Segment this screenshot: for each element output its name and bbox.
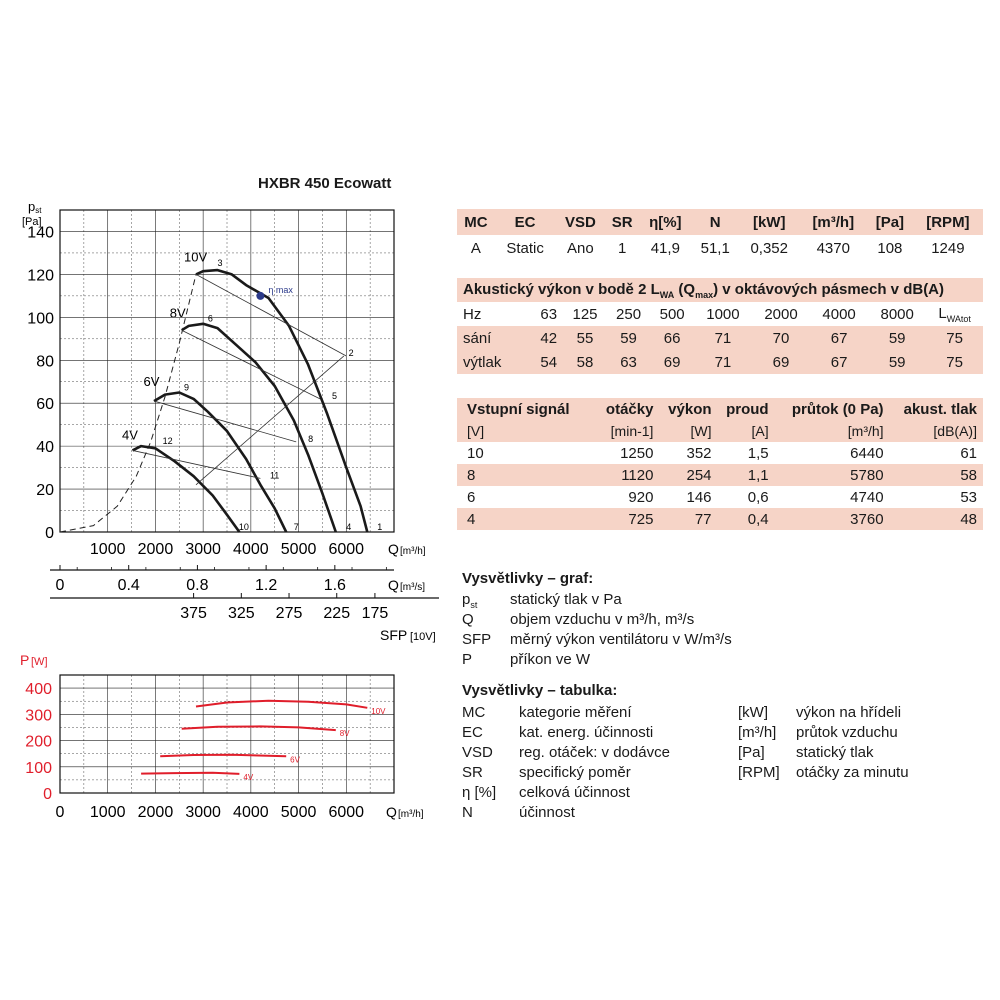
y-tick-label: 60	[36, 396, 54, 414]
signal-cell: 1120	[596, 464, 659, 486]
power-curve-8V	[182, 726, 336, 730]
table-cell: A	[470, 239, 481, 257]
legend-key: SFP	[462, 631, 492, 648]
fan-curve-8V	[182, 324, 336, 532]
signal-cell: 1,5	[747, 444, 769, 462]
table-header-cell: [Pa]	[867, 209, 913, 235]
point-number: 3	[217, 257, 223, 268]
x-tick-label: 2000	[137, 804, 174, 821]
x-axis-unit: [m³/h]	[398, 809, 424, 820]
legend-key: MC	[462, 704, 486, 721]
legend-item	[738, 764, 988, 784]
frequency-cell: 125	[572, 305, 598, 323]
signal-cell: 53	[960, 488, 977, 506]
legend-key: EC	[462, 724, 483, 741]
signal-cell: 0,4	[718, 508, 775, 530]
acoustic-value: 42	[534, 326, 563, 350]
table-cell: 108	[877, 239, 903, 257]
legend-text: kat. energ. účinnosti	[519, 724, 654, 741]
x-axis-label: Q	[388, 541, 399, 557]
acoustic-value: 59	[607, 326, 651, 350]
sfp-axis-tick-label: 225	[323, 605, 351, 622]
power-curve-label-8V: 8V	[339, 729, 350, 739]
point-number: 4	[346, 521, 352, 532]
x-axis-unit: [m³/h]	[400, 546, 426, 557]
point-number: 12	[162, 435, 173, 446]
x-tick-label: 6000	[328, 804, 365, 821]
table-cell: 1	[618, 239, 627, 257]
y-tick-label: 100	[25, 759, 52, 777]
table-header-cell: SR	[605, 209, 639, 235]
signal-table	[457, 398, 983, 530]
frequency-cell: 500	[659, 305, 685, 323]
secondary-axis-tick-label: 1.6	[323, 577, 346, 594]
legend-text: měrný výkon ventilátoru v W/m³/s	[510, 631, 732, 648]
x-tick-label: 3000	[185, 804, 221, 821]
y-tick-label: 100	[27, 310, 54, 328]
signal-row	[457, 442, 983, 464]
legend-key: [m³/h]	[738, 724, 777, 741]
legend-text: statický tlak v Pa	[510, 591, 622, 608]
signal-cell: 352	[686, 444, 712, 462]
y-tick-label: 0	[45, 525, 54, 542]
total-label-sub: WAtot	[946, 313, 971, 324]
secondary-axis-tick-label: 0	[55, 577, 65, 594]
signal-cell: 4	[457, 508, 596, 530]
y-tick-label: 40	[36, 439, 54, 457]
legend-text: účinnost	[519, 804, 575, 821]
table-header-cell: MC	[457, 209, 495, 235]
legend-key: N	[462, 804, 473, 821]
legend-key-sub: st	[470, 600, 478, 610]
y-tick-label: 200	[25, 733, 52, 751]
main-parameters-table	[457, 209, 983, 261]
curve-label-6V: 6V	[143, 374, 160, 390]
legend-item	[738, 724, 988, 744]
table-cell: Static	[506, 239, 544, 257]
eta-max-point	[256, 292, 264, 300]
y-axis-label: P	[20, 652, 30, 668]
signal-unit-cell: [A]	[718, 420, 775, 442]
sfp-axis-unit: [10V]	[410, 631, 436, 643]
total-label: $L_{WAtot}$	[938, 304, 971, 324]
sfp-axis-label: SFP	[380, 627, 408, 643]
legend-item	[462, 631, 982, 651]
signal-header-cell: akust. tlak	[890, 398, 983, 420]
x-tick-label: 3000	[185, 541, 221, 558]
legend-key: Q	[462, 611, 474, 628]
operating-ray	[133, 450, 261, 478]
signal-row	[457, 486, 983, 508]
legend-item	[462, 724, 732, 744]
table-cell: 41,9	[650, 239, 680, 257]
x-tick-label: 1000	[89, 804, 126, 821]
legend-item	[462, 784, 732, 804]
legend-text: otáčky za minutu	[796, 764, 909, 781]
legend-table-title: Vysvětlivky – tabulka:	[462, 682, 618, 699]
x-tick-label: 5000	[280, 804, 317, 821]
table-header-cell: VSD	[555, 209, 605, 235]
acoustic-value: 59	[868, 326, 926, 350]
table-cell: 4370	[816, 239, 850, 257]
hz-label: Hz	[463, 305, 482, 323]
y-tick-label: 120	[27, 267, 54, 285]
legend-text: příkon ve W	[510, 651, 591, 668]
signal-header-cell: proud	[718, 398, 775, 420]
legend-text: celková účinnost	[519, 784, 630, 801]
y-tick-label: 0	[43, 786, 52, 803]
curve-label-8V: 8V	[169, 305, 186, 321]
signal-cell: 61	[960, 444, 977, 462]
y-tick-label: 140	[27, 224, 54, 242]
signal-cell: 10	[467, 444, 484, 462]
signal-header-cell: Vstupní signál	[457, 398, 596, 420]
table-cell: Ano	[567, 239, 594, 257]
power-curve-10V	[196, 701, 367, 708]
table-header-cell: η[%]	[639, 209, 692, 235]
acoustic-value: 70	[752, 326, 810, 350]
acoustic-value: 58	[563, 350, 607, 374]
acoustic-value: 66	[650, 326, 694, 350]
acoustic-value: 75	[926, 326, 983, 350]
legend-text: reg. otáček: v dodávce	[519, 744, 670, 761]
legend-key: [Pa]	[738, 744, 765, 761]
sfp-axis-tick-label: 325	[227, 605, 255, 622]
power-flow-chart	[0, 645, 450, 830]
legend-graph-title: Vysvětlivky – graf:	[462, 570, 594, 587]
y-axis-unit: [Pa]	[22, 216, 42, 228]
power-curve-label-6V: 6V	[290, 755, 300, 765]
signal-cell: 254	[659, 464, 717, 486]
acoustic-value: 63	[607, 350, 651, 374]
legend-item	[738, 744, 988, 764]
point-number: 2	[348, 347, 354, 358]
signal-cell: 920	[628, 488, 654, 506]
acoustic-value: 54	[534, 350, 563, 374]
legend-key: $p_{st}$	[462, 591, 478, 610]
signal-cell: 1,1	[718, 464, 775, 486]
frequency-cell: 1000	[706, 305, 740, 323]
point-number: 9	[184, 382, 190, 393]
acoustic-value: 71	[694, 350, 752, 374]
signal-row	[457, 464, 983, 486]
acoustic-title: Akustický výkon v bodě 2 $L_{WA}$ $(Q_{max})$ v oktávových pásmech v dB(A)	[457, 278, 983, 302]
y-tick-label: 20	[36, 482, 54, 500]
acoustic-value: 69	[650, 350, 694, 374]
legend-item	[462, 591, 982, 611]
legend-text: výkon na hřídeli	[796, 704, 902, 721]
table-header-cell: [m³/h]	[800, 209, 867, 235]
table-header-cell: [kW]	[739, 209, 800, 235]
acoustic-value: 55	[563, 326, 607, 350]
legend-key: P	[462, 651, 473, 668]
y-tick-label: 80	[36, 353, 54, 371]
x-tick-label: 6000	[328, 541, 365, 558]
signal-unit-cell: [dB(A)]	[890, 420, 983, 442]
acoustic-value: 67	[810, 326, 868, 350]
sfp-axis-tick-label: 275	[275, 605, 303, 622]
signal-cell: 8	[457, 464, 596, 486]
legend-key: SR	[462, 764, 483, 781]
acoustic-value: 71	[694, 326, 752, 350]
point-number: 8	[308, 433, 314, 444]
eta-max-label: η max	[268, 284, 293, 295]
frequency-cell: 63	[540, 305, 558, 323]
signal-cell: 5780	[775, 464, 890, 486]
y-tick-label: 400	[25, 681, 52, 699]
acoustic-row-label: výtlak	[457, 350, 534, 374]
x-tick-label: 0	[55, 804, 65, 821]
signal-cell: 58	[890, 464, 983, 486]
chart-title: HXBR 450 Ecowatt	[258, 175, 392, 192]
power-curve-6V	[160, 755, 286, 757]
y-axis-label: pst	[28, 199, 42, 215]
y-tick-label: 300	[25, 707, 52, 725]
signal-cell: 725	[596, 508, 659, 530]
table-header-cell: [RPM]	[913, 209, 983, 235]
legend-item	[462, 804, 732, 824]
legend-key: η [%]	[462, 784, 497, 801]
acoustic-row-label: sání	[457, 326, 534, 350]
signal-unit-cell: [min-1]	[596, 420, 659, 442]
table-header-cell: EC	[495, 209, 556, 235]
legend-text: specifický poměr	[519, 764, 631, 781]
point-number: 1	[377, 521, 383, 532]
table-cell: 51,1	[700, 239, 730, 257]
signal-unit-cell: [V]	[457, 420, 596, 442]
secondary-axis-tick-label: 0.8	[186, 577, 209, 594]
legend-key: [RPM]	[738, 764, 780, 781]
signal-unit-cell: [W]	[659, 420, 717, 442]
signal-cell: 6440	[850, 444, 884, 462]
x-tick-label: 5000	[280, 541, 317, 558]
legend-graph	[462, 570, 982, 671]
secondary-axis-tick-label: 1.2	[255, 577, 278, 594]
signal-cell: 77	[659, 508, 717, 530]
frequency-cell: 2000	[764, 305, 798, 323]
power-curve-label-4V: 4V	[243, 772, 254, 782]
legend-item	[462, 704, 732, 724]
legend-text: objem vzduchu v m³/h, m³/s	[510, 611, 695, 628]
frequency-cell: 250	[616, 305, 642, 323]
legend-item	[462, 764, 732, 784]
point-number: 10	[238, 521, 249, 532]
point-number: 6	[207, 313, 213, 324]
table-header-cell: N	[692, 209, 739, 235]
x-tick-label: 1000	[89, 541, 126, 558]
legend-item	[738, 704, 988, 724]
legend-text: průtok vzduchu	[796, 724, 898, 741]
power-curve-label-10V: 10V	[371, 706, 386, 716]
secondary-axis-label: Q	[388, 577, 399, 593]
pressure-flow-chart	[0, 195, 450, 665]
legend-item	[462, 744, 732, 764]
acoustic-table	[457, 278, 983, 374]
point-number: 11	[269, 470, 280, 481]
sfp-axis-tick-label: 175	[361, 605, 389, 622]
signal-cell: 146	[686, 488, 712, 506]
signal-cell: 0,6	[747, 488, 769, 506]
signal-cell: 48	[890, 508, 983, 530]
secondary-axis-unit: [m³/s]	[400, 582, 425, 593]
sfp-axis-tick-label: 375	[180, 605, 207, 622]
signal-cell: 6	[467, 488, 476, 506]
legend-text: kategorie měření	[519, 704, 632, 721]
y-axis-unit: [W]	[31, 656, 48, 668]
acoustic-value: 59	[868, 350, 926, 374]
power-curve-4V	[141, 773, 239, 774]
secondary-axis-tick-label: 0.4	[117, 577, 140, 594]
x-tick-label: 4000	[233, 541, 269, 558]
point-number: 5	[331, 390, 337, 401]
signal-cell: 1250	[620, 444, 654, 462]
curve-label-4V: 4V	[122, 427, 138, 443]
signal-unit-cell: [m³/h]	[775, 420, 890, 442]
signal-header-cell: průtok (0 Pa)	[775, 398, 890, 420]
signal-cell: 4740	[850, 488, 884, 506]
signal-cell: 3760	[775, 508, 890, 530]
table-cell: 1249	[931, 239, 965, 257]
x-axis-label: Q	[386, 804, 397, 820]
legend-text: statický tlak	[796, 744, 874, 761]
table-cell: 0,352	[750, 239, 788, 257]
legend-key: VSD	[462, 744, 493, 761]
curve-label-10V: 10V	[184, 249, 208, 265]
frequency-cell: 4000	[822, 305, 856, 323]
signal-header-cell: výkon	[659, 398, 717, 420]
acoustic-value: 75	[926, 350, 983, 374]
x-tick-label: 4000	[233, 804, 269, 821]
legend-key: [kW]	[738, 704, 768, 721]
frequency-cell: 8000	[880, 305, 914, 323]
legend-item	[462, 611, 982, 631]
legend-item	[462, 651, 982, 671]
legend-table	[462, 682, 982, 821]
point-number: 7	[293, 521, 299, 532]
acoustic-value: 67	[810, 350, 868, 374]
acoustic-value: 69	[752, 350, 810, 374]
signal-header-cell: otáčky	[596, 398, 659, 420]
x-tick-label: 2000	[137, 541, 174, 558]
signal-row	[457, 508, 983, 530]
